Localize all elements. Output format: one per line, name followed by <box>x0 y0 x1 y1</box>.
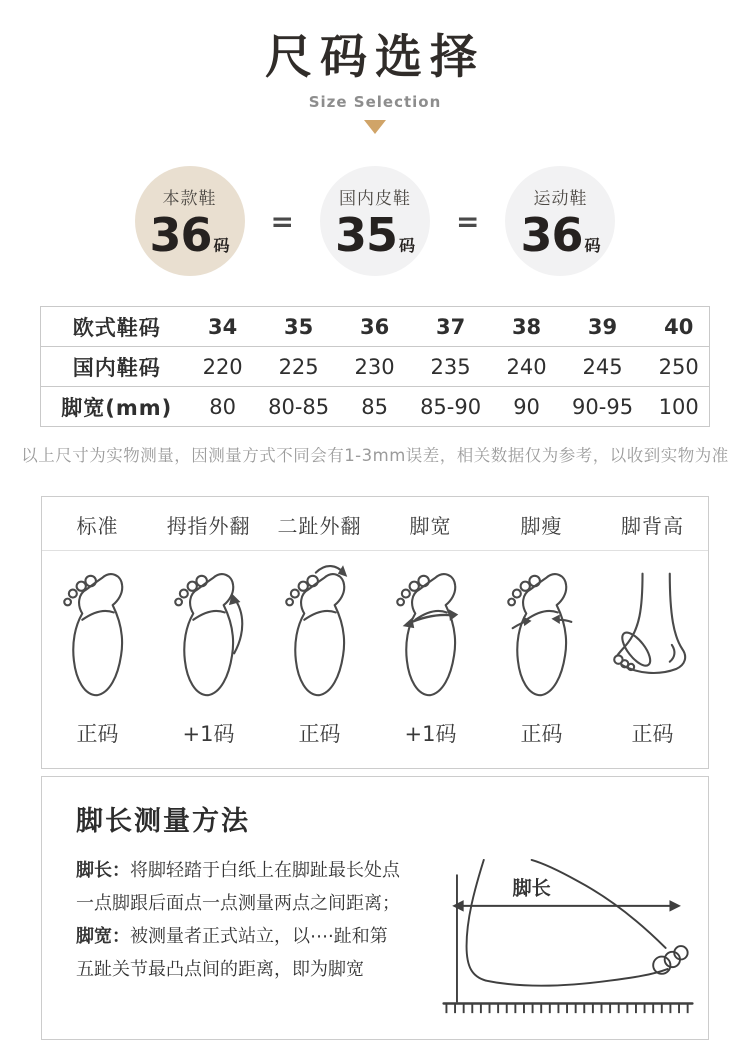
measurement-title: 脚长测量方法 <box>76 806 250 838</box>
size-cell: 245 <box>582 354 623 379</box>
size-equivalence-row <box>0 166 750 276</box>
size-cell: 35 <box>283 314 314 339</box>
circle-size-value: 35 <box>334 208 397 263</box>
instruction-line: 五趾关节最凸点间的距离，即为脚宽 <box>76 959 364 981</box>
circle-size-value: 36 <box>520 208 583 263</box>
size-cell: 80 <box>209 394 236 419</box>
circle-label: 国内皮鞋 <box>339 189 411 210</box>
measurement-panel <box>41 776 709 1040</box>
row-label: 国内鞋码 <box>72 355 161 380</box>
row-label: 欧式鞋码 <box>72 315 161 340</box>
instruction-line: 一点脚跟后面点一点测量两点之间距离； <box>76 893 400 915</box>
table-row-foot-width <box>41 387 710 427</box>
size-cell: 90 <box>513 394 540 419</box>
page-title: 尺码选择 <box>265 30 485 85</box>
size-cell: 235 <box>430 354 471 379</box>
size-cell: 220 <box>202 354 243 379</box>
foot-type-result: 正码 <box>76 722 119 747</box>
foot-hallux-valgus-icon <box>167 559 251 712</box>
size-cell: 225 <box>278 354 319 379</box>
foot-measure-diagram <box>434 858 702 1015</box>
down-triangle-icon <box>364 120 386 134</box>
size-cell: 40 <box>664 314 694 339</box>
foot-second-toe-valgus-icon <box>278 559 362 712</box>
measurement-instructions <box>76 854 432 986</box>
circle-size-unit: 码 <box>399 236 416 256</box>
circle-size-unit: 码 <box>584 236 601 256</box>
page-subtitle: Size Selection <box>308 93 442 112</box>
foot-type-result: 正码 <box>520 722 563 747</box>
table-row-cn-size <box>41 347 710 387</box>
foot-type-label: 标准 <box>76 514 119 539</box>
size-cell: 34 <box>208 314 238 339</box>
size-cell: 90-95 <box>572 394 634 419</box>
foot-type-label: 脚背高 <box>621 514 684 539</box>
equals-sign: = <box>270 204 294 238</box>
circle-size-unit: 码 <box>213 236 230 256</box>
instruction-line: 脚长：将脚轻踏于白纸上在脚趾最长处点 <box>76 860 400 882</box>
size-cell: 37 <box>435 314 466 339</box>
foot-type-label: 二趾外翻 <box>277 514 362 539</box>
size-circle-this-shoe <box>135 166 245 276</box>
row-label: 脚宽(mm) <box>61 395 173 420</box>
foot-type-result: 正码 <box>631 722 674 747</box>
table-row-eu-size <box>41 307 710 347</box>
foot-type-panel <box>41 496 709 769</box>
size-cell: 36 <box>359 314 390 339</box>
size-cell: 85-90 <box>420 394 482 419</box>
foot-high-instep-icon <box>611 559 695 712</box>
measurement-note: 以上尺寸为实物测量，因测量方式不同会有1-3mm误差，相关数据仅为参考，以收到实物为准 <box>21 446 729 466</box>
foot-type-label: 脚瘦 <box>520 514 563 539</box>
size-cell: 250 <box>658 354 699 379</box>
foot-type-label: 拇指外翻 <box>166 514 251 539</box>
size-cell: 240 <box>506 354 547 379</box>
instruction-line: 脚宽：被测量者正式站立，以⋯·趾和第 <box>76 926 388 948</box>
size-cell: 100 <box>658 394 699 419</box>
size-cell: 80-85 <box>268 394 330 419</box>
size-cell: 38 <box>511 314 542 339</box>
size-circle-domestic-leather <box>320 166 430 276</box>
circle-label: 运动鞋 <box>533 189 588 210</box>
foot-type-result: 正码 <box>298 722 341 747</box>
foot-type-results-row <box>42 712 708 768</box>
size-circle-sports-shoe <box>505 166 615 276</box>
foot-narrow-icon <box>500 559 584 712</box>
size-cell: 85 <box>361 394 388 419</box>
equals-sign: = <box>456 204 480 238</box>
foot-type-label: 脚宽 <box>409 514 452 539</box>
foot-type-result: +1码 <box>404 722 457 747</box>
foot-type-icons-row <box>42 551 708 712</box>
foot-type-result: +1码 <box>182 722 235 747</box>
diagram-foot-length-label: 脚长 <box>512 876 551 900</box>
circle-size-value: 36 <box>149 208 212 263</box>
foot-wide-icon <box>389 559 473 712</box>
size-cell: 39 <box>587 314 618 339</box>
foot-type-header-row <box>42 497 708 551</box>
size-table <box>40 306 710 427</box>
foot-standard-icon <box>56 559 140 712</box>
circle-label: 本款鞋 <box>162 189 217 210</box>
size-cell: 230 <box>354 354 395 379</box>
